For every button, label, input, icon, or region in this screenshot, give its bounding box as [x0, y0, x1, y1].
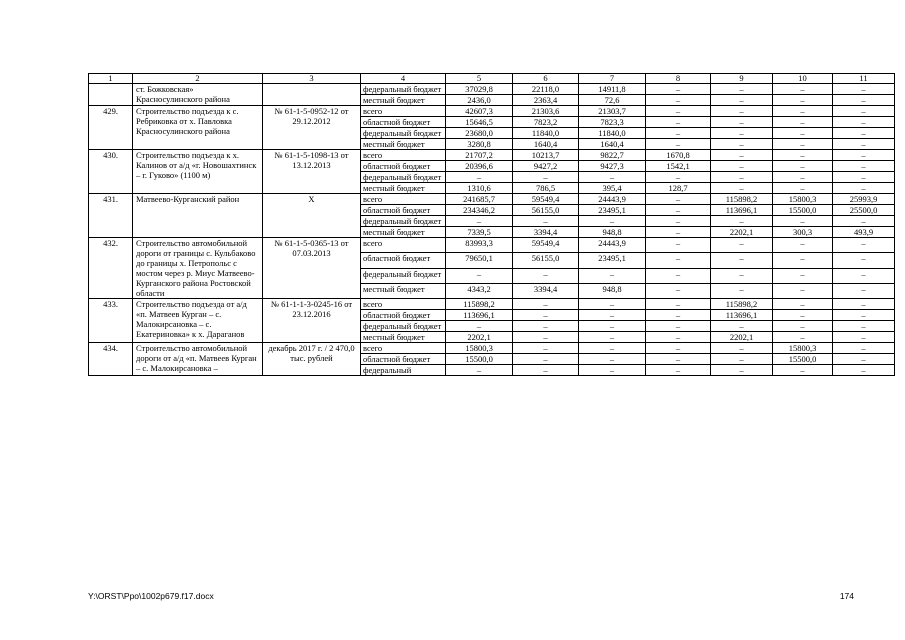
amount-cell: 113696,1: [711, 310, 773, 321]
project-name: Матвеево-Курганский район: [133, 194, 263, 238]
document-ref: Х: [263, 194, 361, 238]
amount-cell: –: [773, 139, 833, 150]
amount-cell: –: [446, 172, 513, 183]
amount-cell: –: [833, 95, 895, 106]
column-header: 2: [133, 74, 263, 84]
amount-cell: –: [833, 283, 895, 298]
funding-source: областной бюджет: [361, 253, 446, 268]
table-row: [89, 238, 895, 253]
amount-cell: 3394,4: [513, 227, 579, 238]
column-header: 7: [579, 74, 646, 84]
amount-cell: –: [773, 332, 833, 343]
amount-cell: –: [711, 183, 773, 194]
amount-cell: –: [513, 343, 579, 354]
amount-cell: 300,3: [773, 227, 833, 238]
amount-cell: 1310,6: [446, 183, 513, 194]
amount-cell: –: [833, 183, 895, 194]
amount-cell: –: [513, 310, 579, 321]
amount-cell: –: [446, 365, 513, 376]
column-header: 9: [711, 74, 773, 84]
amount-cell: –: [579, 321, 646, 332]
project-name: Строительство подъезда от а/д «п. Матвеев Курган – с. Малокирсановка – с. Екатериновка» к х. Дараганов: [133, 299, 263, 343]
amount-cell: 23680,0: [446, 128, 513, 139]
amount-cell: 115898,2: [446, 299, 513, 310]
amount-cell: 2202,1: [711, 332, 773, 343]
funding-source: областной бюджет: [361, 117, 446, 128]
amount-cell: 115898,2: [711, 299, 773, 310]
amount-cell: –: [773, 150, 833, 161]
amount-cell: –: [711, 106, 773, 117]
document-ref: № 61-1-1-3-0245-16 от 23.12.2016: [263, 299, 361, 343]
amount-cell: 59549,4: [513, 194, 579, 205]
column-header: 6: [513, 74, 579, 84]
amount-cell: –: [833, 128, 895, 139]
funding-source: всего: [361, 150, 446, 161]
amount-cell: –: [513, 216, 579, 227]
amount-cell: –: [446, 216, 513, 227]
amount-cell: 2436,0: [446, 95, 513, 106]
amount-cell: 24443,9: [579, 194, 646, 205]
item-number: [89, 84, 133, 106]
amount-cell: –: [773, 84, 833, 95]
amount-cell: –: [579, 365, 646, 376]
amount-cell: –: [773, 321, 833, 332]
amount-cell: –: [833, 150, 895, 161]
document-ref: [263, 84, 361, 106]
amount-cell: 21303,6: [513, 106, 579, 117]
amount-cell: 23495,1: [579, 253, 646, 268]
funding-source: местный бюджет: [361, 283, 446, 298]
document-ref: № 61-1-5-1098-13 от 13.12.2013: [263, 150, 361, 194]
amount-cell: –: [833, 365, 895, 376]
budget-table: [88, 73, 895, 376]
amount-cell: 113696,1: [446, 310, 513, 321]
amount-cell: 9822,7: [579, 150, 646, 161]
funding-source: областной бюджет: [361, 310, 446, 321]
amount-cell: –: [773, 253, 833, 268]
amount-cell: 23495,1: [579, 205, 646, 216]
column-header: 4: [361, 74, 446, 84]
amount-cell: 128,7: [646, 183, 711, 194]
item-number: 429.: [89, 106, 133, 150]
funding-source: местный бюджет: [361, 332, 446, 343]
funding-source: областной бюджет: [361, 354, 446, 365]
amount-cell: –: [646, 299, 711, 310]
item-number: 434.: [89, 343, 133, 376]
amount-cell: –: [646, 253, 711, 268]
amount-cell: 3280,8: [446, 139, 513, 150]
amount-cell: 948,8: [579, 283, 646, 298]
amount-cell: –: [773, 365, 833, 376]
funding-source: федеральный бюджет: [361, 268, 446, 283]
amount-cell: –: [833, 321, 895, 332]
amount-cell: –: [579, 343, 646, 354]
amount-cell: –: [773, 95, 833, 106]
amount-cell: 493,9: [833, 227, 895, 238]
project-name: ст. Божковская» Красносулинского района: [133, 84, 263, 106]
amount-cell: –: [711, 365, 773, 376]
amount-cell: –: [833, 216, 895, 227]
amount-cell: 56155,0: [513, 205, 579, 216]
amount-cell: –: [646, 216, 711, 227]
amount-cell: 37029,8: [446, 84, 513, 95]
amount-cell: –: [711, 84, 773, 95]
amount-cell: –: [833, 354, 895, 365]
amount-cell: 9427,3: [579, 161, 646, 172]
amount-cell: 4343,2: [446, 283, 513, 298]
project-name: Строительство подъезда к х. Калинов от а/д «г. Новошахтинск – г. Гуково» (1100 м): [133, 150, 263, 194]
amount-cell: –: [711, 321, 773, 332]
amount-cell: –: [646, 238, 711, 253]
funding-source: областной бюджет: [361, 205, 446, 216]
amount-cell: 79650,1: [446, 253, 513, 268]
amount-cell: –: [773, 283, 833, 298]
amount-cell: –: [711, 172, 773, 183]
amount-cell: –: [773, 299, 833, 310]
amount-cell: –: [711, 238, 773, 253]
amount-cell: –: [773, 216, 833, 227]
amount-cell: –: [646, 268, 711, 283]
funding-source: областной бюджет: [361, 161, 446, 172]
amount-cell: –: [513, 268, 579, 283]
document-ref: декабрь 2017 г. / 2 470,0 тыс. рублей: [263, 343, 361, 376]
amount-cell: 72,6: [579, 95, 646, 106]
table-row: [89, 299, 895, 310]
amount-cell: –: [773, 183, 833, 194]
file-path: Y:\ORST\Ppo\1002p679.f17.docx: [88, 591, 214, 601]
table-row: [89, 84, 895, 95]
column-header: 10: [773, 74, 833, 84]
amount-cell: 241685,7: [446, 194, 513, 205]
amount-cell: –: [833, 84, 895, 95]
amount-cell: –: [579, 354, 646, 365]
amount-cell: 56155,0: [513, 253, 579, 268]
amount-cell: –: [513, 365, 579, 376]
amount-cell: 7823,2: [513, 117, 579, 128]
amount-cell: –: [579, 216, 646, 227]
amount-cell: 15500,0: [773, 354, 833, 365]
amount-cell: –: [513, 321, 579, 332]
amount-cell: –: [833, 117, 895, 128]
amount-cell: 14911,8: [579, 84, 646, 95]
amount-cell: –: [711, 150, 773, 161]
funding-source: федеральный бюджет: [361, 216, 446, 227]
amount-cell: 115898,2: [711, 194, 773, 205]
amount-cell: –: [773, 310, 833, 321]
amount-cell: –: [646, 354, 711, 365]
document-ref: № 61-1-5-0365-13 от 07.03.2013: [263, 238, 361, 299]
page-number: 174: [839, 591, 854, 601]
amount-cell: –: [646, 172, 711, 183]
amount-cell: –: [773, 128, 833, 139]
amount-cell: –: [646, 205, 711, 216]
funding-source: всего: [361, 299, 446, 310]
funding-source: всего: [361, 194, 446, 205]
project-name: Строительство подъезда к с. Ребриковка от х. Павловка Красносулинского района: [133, 106, 263, 150]
amount-cell: –: [833, 268, 895, 283]
document-ref: № 61-1-5-0952-12 от 29.12.2012: [263, 106, 361, 150]
amount-cell: –: [646, 283, 711, 298]
table-row: [89, 106, 895, 117]
funding-source: федеральный бюджет: [361, 84, 446, 95]
table-row: [89, 343, 895, 354]
table-body: [89, 84, 895, 376]
funding-source: федеральный бюджет: [361, 128, 446, 139]
table-row: [89, 150, 895, 161]
funding-source: федеральный: [361, 365, 446, 376]
amount-cell: 7339,5: [446, 227, 513, 238]
amount-cell: 59549,4: [513, 238, 579, 253]
amount-cell: 395,4: [579, 183, 646, 194]
amount-cell: –: [646, 227, 711, 238]
amount-cell: –: [513, 172, 579, 183]
amount-cell: –: [833, 161, 895, 172]
amount-cell: 21303,7: [579, 106, 646, 117]
amount-cell: 113696,1: [711, 205, 773, 216]
amount-cell: –: [711, 268, 773, 283]
amount-cell: –: [833, 310, 895, 321]
amount-cell: 15800,3: [773, 343, 833, 354]
item-number: 433.: [89, 299, 133, 343]
funding-source: всего: [361, 106, 446, 117]
amount-cell: –: [711, 253, 773, 268]
amount-cell: –: [513, 332, 579, 343]
amount-cell: 2363,4: [513, 95, 579, 106]
amount-cell: –: [833, 139, 895, 150]
amount-cell: 21707,2: [446, 150, 513, 161]
amount-cell: –: [711, 216, 773, 227]
amount-cell: –: [773, 106, 833, 117]
amount-cell: –: [513, 354, 579, 365]
column-header: 11: [833, 74, 895, 84]
amount-cell: 22118,0: [513, 84, 579, 95]
amount-cell: –: [646, 84, 711, 95]
funding-source: всего: [361, 238, 446, 253]
column-header: 5: [446, 74, 513, 84]
funding-source: местный бюджет: [361, 139, 446, 150]
amount-cell: –: [711, 354, 773, 365]
amount-cell: –: [833, 172, 895, 183]
amount-cell: 15500,0: [773, 205, 833, 216]
amount-cell: –: [646, 343, 711, 354]
amount-cell: 15800,3: [446, 343, 513, 354]
amount-cell: –: [446, 268, 513, 283]
amount-cell: –: [646, 128, 711, 139]
amount-cell: 24443,9: [579, 238, 646, 253]
amount-cell: 786,5: [513, 183, 579, 194]
column-header: 3: [263, 74, 361, 84]
amount-cell: 1670,8: [646, 150, 711, 161]
amount-cell: –: [446, 321, 513, 332]
item-number: 430.: [89, 150, 133, 194]
amount-cell: 11840,0: [513, 128, 579, 139]
amount-cell: –: [833, 332, 895, 343]
project-name: Строительство автомобильной дороги от границы с. Кульбаково до границы х. Петропольс с мостом через р. Миус Матвеево-Курганского района Ростовской области: [133, 238, 263, 299]
amount-cell: –: [579, 299, 646, 310]
amount-cell: –: [646, 139, 711, 150]
amount-cell: –: [646, 106, 711, 117]
amount-cell: –: [646, 365, 711, 376]
amount-cell: –: [579, 332, 646, 343]
amount-cell: 15800,3: [773, 194, 833, 205]
amount-cell: –: [646, 194, 711, 205]
amount-cell: 83993,3: [446, 238, 513, 253]
amount-cell: –: [711, 161, 773, 172]
amount-cell: –: [833, 343, 895, 354]
amount-cell: 20396,6: [446, 161, 513, 172]
amount-cell: –: [833, 106, 895, 117]
amount-cell: –: [646, 310, 711, 321]
amount-cell: –: [579, 310, 646, 321]
amount-cell: 3394,4: [513, 283, 579, 298]
amount-cell: 15500,0: [446, 354, 513, 365]
project-name: Строительство автомобильной дороги от а/д «п. Матвеев Курган – с. Малокирсановка –: [133, 343, 263, 376]
amount-cell: –: [711, 343, 773, 354]
amount-cell: 2202,1: [446, 332, 513, 343]
amount-cell: –: [711, 283, 773, 298]
amount-cell: 234346,2: [446, 205, 513, 216]
item-number: 432.: [89, 238, 133, 299]
amount-cell: 42607,3: [446, 106, 513, 117]
amount-cell: 10213,7: [513, 150, 579, 161]
amount-cell: 11840,0: [579, 128, 646, 139]
amount-cell: 15646,5: [446, 117, 513, 128]
column-header: 1: [89, 74, 133, 84]
amount-cell: –: [773, 268, 833, 283]
header-row: [89, 74, 895, 84]
table-row: [89, 194, 895, 205]
amount-cell: –: [833, 238, 895, 253]
amount-cell: 1640,4: [513, 139, 579, 150]
amount-cell: –: [773, 172, 833, 183]
amount-cell: –: [579, 172, 646, 183]
amount-cell: 1542,1: [646, 161, 711, 172]
amount-cell: –: [513, 299, 579, 310]
amount-cell: –: [711, 95, 773, 106]
funding-source: федеральный бюджет: [361, 321, 446, 332]
funding-source: местный бюджет: [361, 95, 446, 106]
amount-cell: –: [646, 117, 711, 128]
funding-source: местный бюджет: [361, 227, 446, 238]
amount-cell: 9427,2: [513, 161, 579, 172]
amount-cell: –: [646, 95, 711, 106]
funding-source: местный бюджет: [361, 183, 446, 194]
amount-cell: 948,8: [579, 227, 646, 238]
amount-cell: –: [773, 238, 833, 253]
amount-cell: –: [833, 253, 895, 268]
column-header: 8: [646, 74, 711, 84]
amount-cell: –: [711, 117, 773, 128]
amount-cell: –: [711, 128, 773, 139]
amount-cell: –: [579, 268, 646, 283]
amount-cell: 25500,0: [833, 205, 895, 216]
amount-cell: –: [711, 139, 773, 150]
amount-cell: –: [773, 117, 833, 128]
amount-cell: –: [646, 332, 711, 343]
amount-cell: 25993,9: [833, 194, 895, 205]
amount-cell: 1640,4: [579, 139, 646, 150]
funding-source: всего: [361, 343, 446, 354]
amount-cell: –: [646, 321, 711, 332]
amount-cell: 2202,1: [711, 227, 773, 238]
funding-source: федеральный бюджет: [361, 172, 446, 183]
amount-cell: 7823,3: [579, 117, 646, 128]
item-number: 431.: [89, 194, 133, 238]
amount-cell: –: [773, 161, 833, 172]
amount-cell: –: [833, 299, 895, 310]
